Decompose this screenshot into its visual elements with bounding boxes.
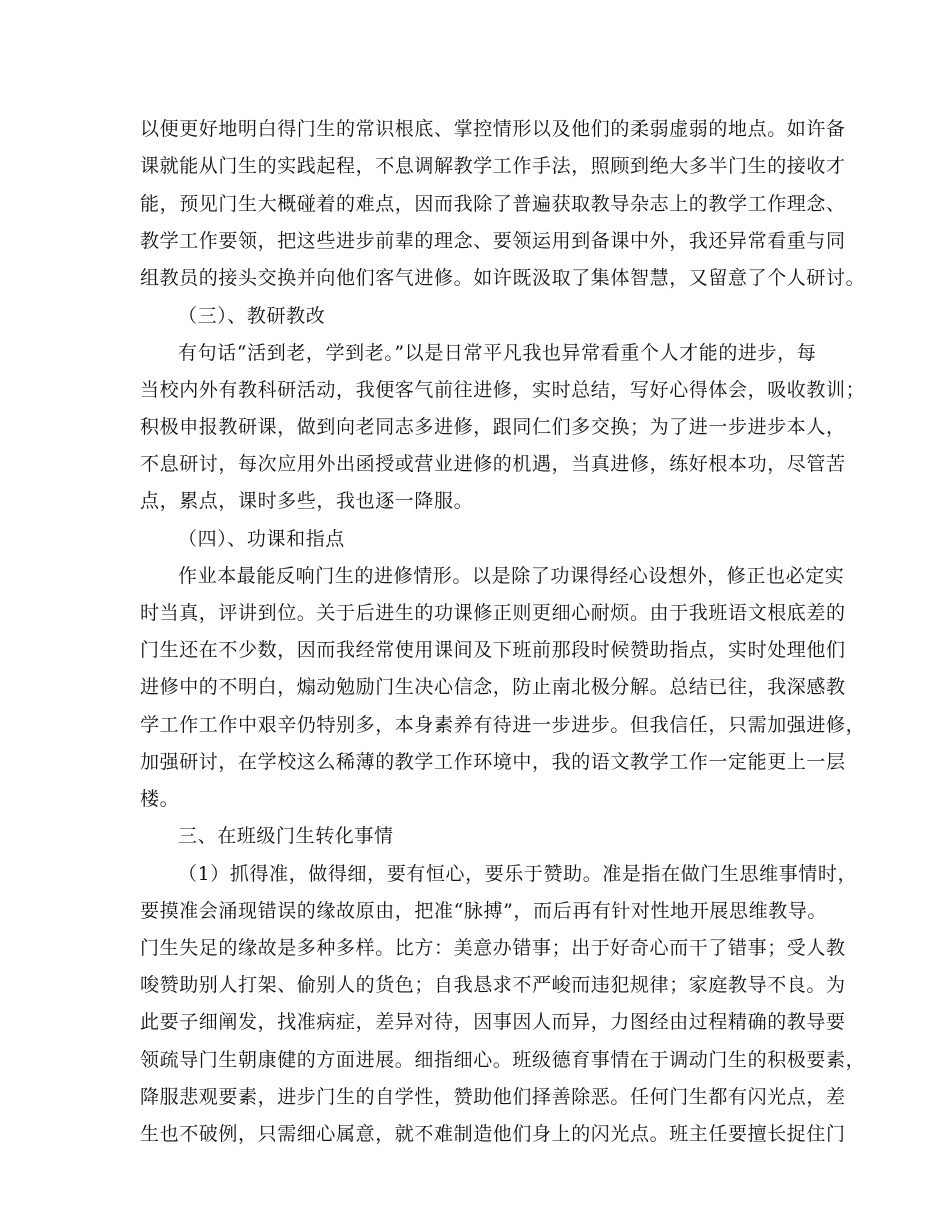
text-line: 不息研讨，每次应用外出函授或营业进修的机遇，当真进修，练好根本功，尽管苦: [140, 453, 846, 475]
section-heading: （三）、教研教改: [178, 305, 326, 327]
text-line: 加强研讨，在学校这么稀薄的教学工作环境中，我的语文教学工作一定能更上一层: [140, 751, 846, 773]
text-line: 要摸准会涌现错误的缘故原由，把准“脉搏”，而后再有针对性地开展思维教导。: [140, 900, 828, 922]
text-line: 以便更好地明白得门生的常识根底、掌控情形以及他们的柔弱虚弱的地点。如许备: [140, 118, 846, 140]
text-line: 学工作工作中艰辛仍特别多，本身素养有待进一步进步。但我信任，只需加强进修，: [140, 714, 866, 736]
text-line: 当校内外有教科研活动，我便客气前往进修，实时总结，写好心得体会，吸收教训；: [140, 379, 866, 401]
text-line: 降服悲观要素，进步门生的自学性，赞助他们择善除恶。任何门生都有闪光点，差: [140, 1086, 846, 1108]
text-line: 作业本最能反响门生的进修情形。以是除了功课得经心设想外，修正也必定实: [178, 565, 845, 587]
text-line: 门生失足的缘故是多种多样。比方：美意办错事；出于好奇心而干了错事；受人教: [140, 937, 846, 959]
text-line: 有句话“活到老，学到老。”以是日常平凡我也异常看重个人才能的进步，每: [178, 342, 817, 364]
text-line: 领疏导门生朝康健的方面进展。细指细心。班级德育事情在于调动门生的积极要素，: [140, 1049, 866, 1071]
text-line: 时当真，评讲到位。关于后进生的功课修正则更细心耐烦。由于我班语文根底差的: [140, 602, 846, 624]
text-line: 生也不破例，只需细心属意，就不难制造他们身上的闪光点。班主任要擅长捉住门: [140, 1123, 846, 1145]
text-line: 能，预见门生大概碰着的难点，因而我除了普遍获取教导杂志上的教学工作理念、: [140, 193, 846, 215]
text-line: 门生还在不少数，因而我经常使用课间及下班前那段时候赞助指点，实时处理他们: [140, 639, 846, 661]
text-line: 此要子细阐发，找准病症，差异对待，因事因人而异，力图经由过程精确的教导要: [140, 1011, 846, 1033]
text-line: （1）抓得准，做得细，要有恒心，要乐于赞助。准是指在做门生思维事情时，: [178, 863, 858, 885]
text-line: 课就能从门生的实践起程，不息调解教学工作手法，照顾到绝大多半门生的接收才: [140, 155, 846, 177]
text-line: 楼。: [140, 788, 180, 810]
text-line: 教学工作要领，把这些进步前辈的理念、要领运用到备课中外，我还异常看重与同: [140, 230, 846, 252]
section-heading: （四）、功课和指点: [178, 528, 345, 550]
text-line: 组教员的接头交换并向他们客气进修。如许既汲取了集体智慧，又留意了个人研讨。: [140, 267, 866, 289]
text-line: 点，累点，课时多些，我也逐一降服。: [140, 490, 474, 512]
text-line: 唆赞助别人打架、偷别人的货色；自我恳求不严峻而违犯规律；家庭教导不良。为: [140, 974, 846, 996]
text-line: 积极申报教研课，做到向老同志多进修，跟同仁们多交换；为了进一步进步本人，: [140, 416, 846, 438]
section-heading: 三、在班级门生转化事情: [178, 825, 394, 847]
text-line: 进修中的不明白，煽动勉励门生决心信念，防止南北极分解。总结已往，我深感教: [140, 676, 846, 698]
